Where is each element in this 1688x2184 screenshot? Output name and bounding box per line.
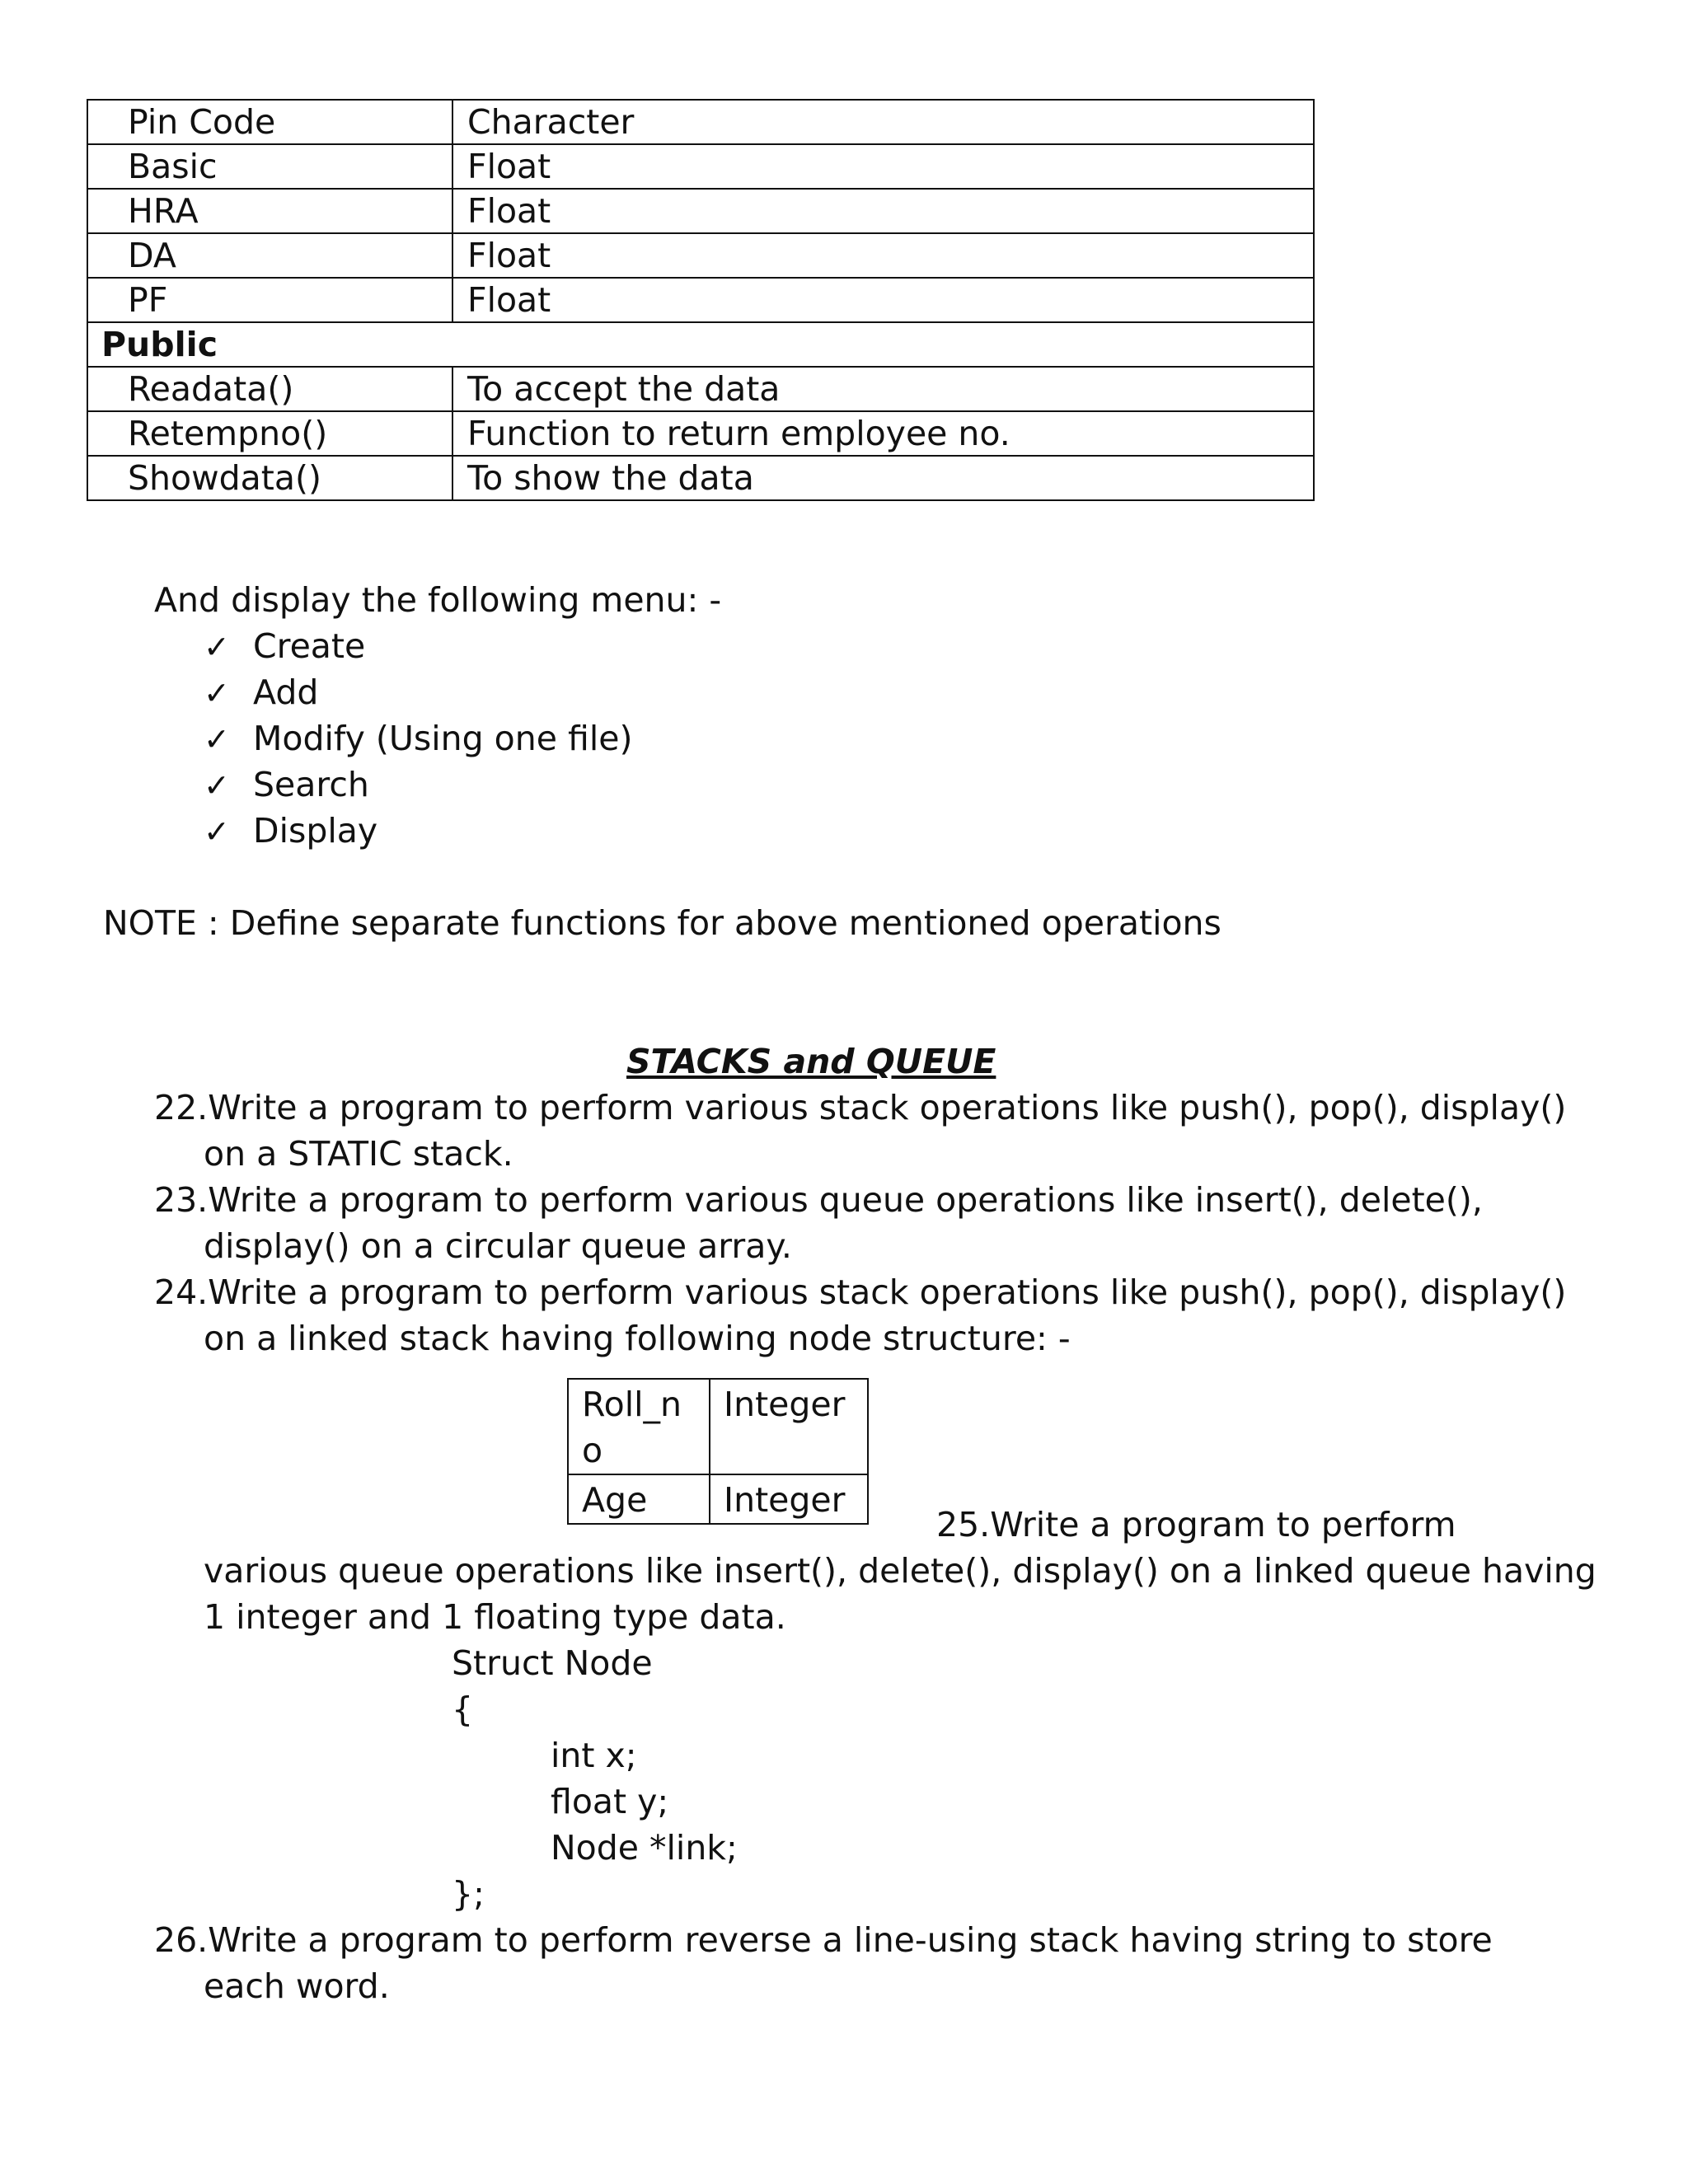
method-name: Showdata() [87, 456, 452, 500]
member-type: Float [452, 233, 1314, 278]
question-25-line-3: 1 integer and 1 floating type data. [204, 1597, 786, 1637]
menu-intro: And display the following menu: - [154, 580, 722, 620]
table-row [87, 100, 1314, 144]
table-row [87, 456, 1314, 500]
member-type: Float [452, 278, 1314, 322]
code-line: { [452, 1690, 474, 1729]
checkmark-icon: ✓ [204, 813, 230, 850]
table-row [568, 1474, 868, 1524]
member-name: Basic [87, 144, 452, 189]
list-item [204, 715, 632, 762]
question-26-line-2: each word. [204, 1966, 390, 2006]
menu-item-label: Modify (Using one file) [253, 719, 633, 758]
menu-item-label: Search [253, 765, 369, 804]
table-row [87, 233, 1314, 278]
code-line: Node *link; [551, 1828, 738, 1868]
table-row [87, 367, 1314, 411]
node-field-name-part-2: o [582, 1431, 603, 1470]
list-item [204, 623, 365, 670]
method-name: Retempno() [87, 411, 452, 456]
member-name: PF [87, 278, 452, 322]
node-field-name: Age [568, 1474, 710, 1524]
table-row [87, 278, 1314, 322]
list-item [204, 808, 377, 855]
node-field-type: Integer [710, 1379, 868, 1474]
node-structure-table [567, 1378, 869, 1525]
node-field-name-part-1: Roll_n [582, 1385, 682, 1424]
table-row [568, 1379, 868, 1474]
member-table [87, 99, 1315, 501]
node-field-name [568, 1379, 710, 1474]
code-line: float y; [551, 1782, 669, 1821]
question-22-line-2: on a STATIC stack. [204, 1134, 513, 1174]
method-description: Function to return employee no. [452, 411, 1314, 456]
checkmark-icon: ✓ [204, 767, 230, 804]
member-name: Pin Code [87, 100, 452, 144]
menu-item-label: Add [253, 673, 319, 712]
question-24-line-2: on a linked stack having following node structure: - [204, 1319, 1071, 1358]
list-item [204, 669, 318, 716]
member-type: Character [452, 100, 1314, 144]
member-type: Float [452, 144, 1314, 189]
method-description: To accept the data [452, 367, 1314, 411]
method-description: To show the data [452, 456, 1314, 500]
question-23-line-2: display() on a circular queue array. [204, 1226, 792, 1266]
code-line: int x; [551, 1736, 637, 1775]
question-23-line-1: 23.Write a program to perform various queue operations like insert(), delete(), [154, 1180, 1483, 1220]
table-row [87, 411, 1314, 456]
table-row [87, 144, 1314, 189]
checkmark-icon: ✓ [204, 675, 230, 711]
question-22-line-1: 22.Write a program to perform various stack operations like push(), pop(), display() [154, 1088, 1567, 1127]
question-24-line-1: 24.Write a program to perform various stack operations like push(), pop(), display() [154, 1272, 1567, 1312]
note-text: NOTE : Define separate functions for above mentioned operations [103, 903, 1221, 943]
menu-item-label: Create [253, 626, 366, 666]
public-section-label: Public [87, 322, 1314, 367]
table-row [87, 322, 1314, 367]
table-row [87, 189, 1314, 233]
question-25-line-2: various queue operations like insert(), delete(), display() on a linked queue having [204, 1551, 1597, 1591]
menu-item-label: Display [253, 811, 378, 851]
member-type: Float [452, 189, 1314, 233]
list-item [204, 762, 369, 808]
question-26-line-1: 26.Write a program to perform reverse a line-using stack having string to store [154, 1920, 1493, 1960]
node-field-type: Integer [710, 1474, 868, 1524]
code-line: Struct Node [452, 1643, 653, 1683]
member-name: DA [87, 233, 452, 278]
section-heading: STACKS and QUEUE [626, 1042, 996, 1081]
checkmark-icon: ✓ [204, 629, 230, 665]
method-name: Readata() [87, 367, 452, 411]
member-name: HRA [87, 189, 452, 233]
code-line: }; [452, 1874, 485, 1914]
checkmark-icon: ✓ [204, 721, 230, 757]
question-25-line-1: 25.Write a program to perform [936, 1505, 1456, 1544]
